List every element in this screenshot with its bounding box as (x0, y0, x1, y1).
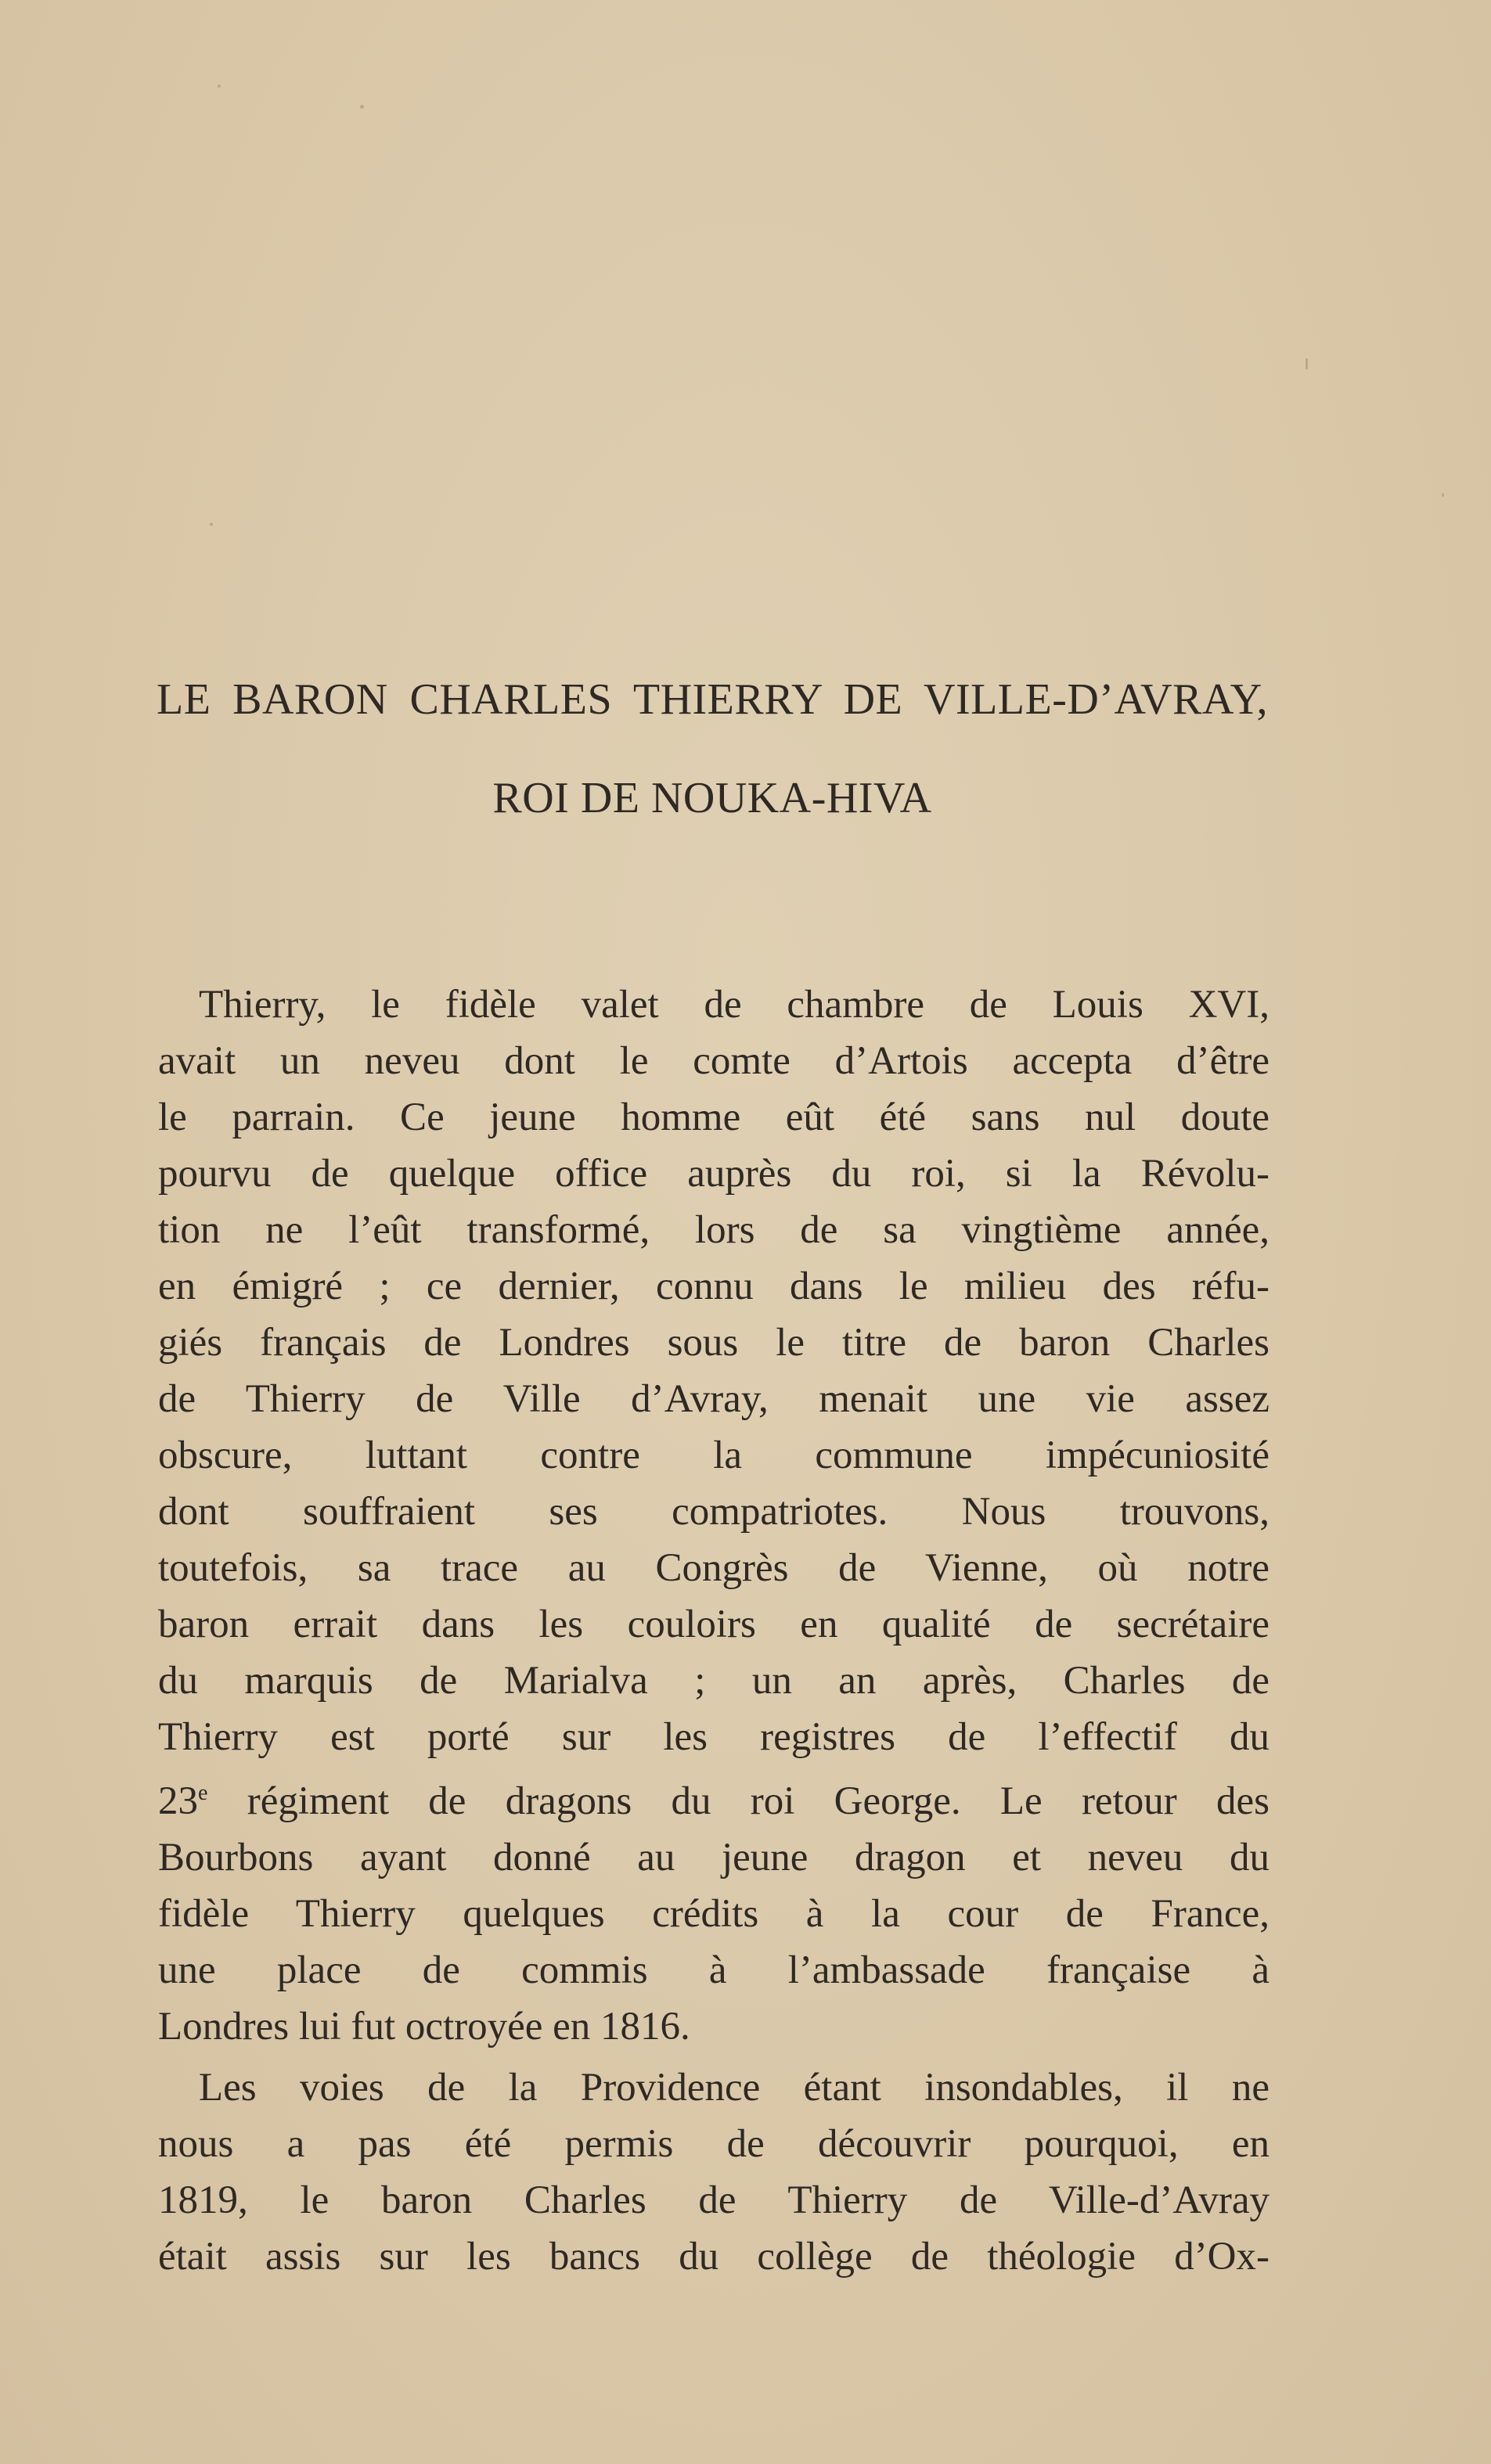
text-line: 1819, le baron Charles de Thierry de Ville-d’Avray (158, 2178, 1270, 2222)
chapter-title-line-2: ROI DE NOUKA-HIVA (492, 774, 932, 822)
paper-speck (218, 85, 221, 88)
text-line: Thierry, le fidèle valet de chambre de Louis XVI, (199, 983, 1270, 1027)
text-line: le parrain. Ce jeune homme eût été sans nul doute (158, 1095, 1270, 1139)
text-line: Les voies de la Providence étant insondables, il ne (199, 2066, 1270, 2110)
paragraph (158, 2059, 1270, 2285)
text-line: en émigré ; ce dernier, connu dans le milieu des réfu- (158, 1264, 1270, 1308)
paper-speck (1442, 493, 1444, 497)
text-line: une place de commis à l’ambassade française à (158, 1948, 1270, 1992)
text-line: toutefois, sa trace au Congrès de Vienne, où notre (158, 1546, 1270, 1590)
text-line: Londres lui fut octroyée en 1816. (158, 2005, 690, 2049)
paragraph (158, 977, 1270, 2055)
paper-speck (360, 105, 364, 109)
text-line: Bourbons ayant donné au jeune dragon et neveu du (158, 1836, 1270, 1879)
body-text (158, 977, 1270, 2285)
text-line: fidèle Thierry quelques crédits à la cour de France, (158, 1892, 1270, 1936)
chapter-title (157, 670, 1268, 828)
chapter-title-line-1: LE BARON CHARLES THIERRY DE VILLE-D’AVRAY, (157, 675, 1268, 724)
paper-speck (1306, 358, 1308, 369)
text-line: pourvu de quelque office auprès du roi, si la Révolu- (158, 1152, 1270, 1196)
text-line: du marquis de Marialva ; un an après, Charles de (158, 1659, 1270, 1703)
text-line: était assis sur les bancs du collège de théologie d’Ox- (158, 2235, 1270, 2279)
text-line: tion ne l’eût transformé, lors de sa vingtième année, (158, 1208, 1270, 1252)
text-line: dont souffraient ses compatriotes. Nous trouvons, (158, 1490, 1270, 1534)
paper-speck (210, 523, 213, 526)
text-line: obscure, luttant contre la commune impécuniosité (158, 1433, 1270, 1477)
text-line: Thierry est porté sur les registres de l’effectif du (158, 1715, 1270, 1759)
text-line: avait un neveu dont le comte d’Artois accepta d’être (158, 1039, 1270, 1083)
text-line: baron errait dans les couloirs en qualité de secrétaire (158, 1602, 1270, 1646)
text-line: giés français de Londres sous le titre de baron Charles (158, 1321, 1270, 1365)
text-line: 23e régiment de dragons du roi George. Le retour des (158, 1779, 1270, 1823)
text-line: nous a pas été permis de découvrir pourquoi, en (158, 2122, 1270, 2166)
text-line: de Thierry de Ville d’Avray, menait une vie assez (158, 1377, 1270, 1421)
